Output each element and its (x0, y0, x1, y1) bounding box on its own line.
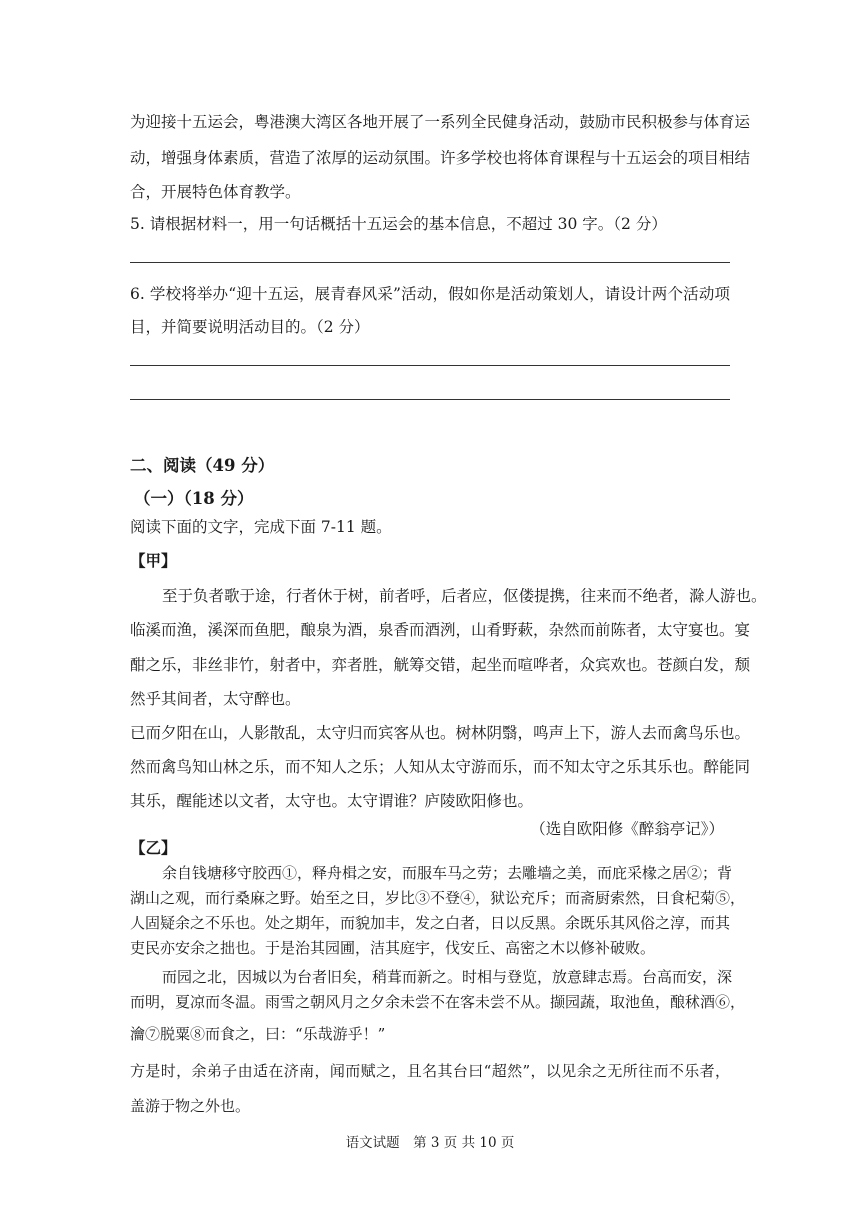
material-line-2: 动，增强身体素质，营造了浓厚的运动氛围。许多学校也将体育课程与十五运会的项目相结 (130, 149, 751, 167)
jia-p1-line-2: 临溪而渔，溪深而鱼肥，酿泉为酒，泉香而酒洌，山肴野蔌，杂然而前陈者，太守宴也。宴 (130, 621, 751, 639)
question-6-line-1: 6. 学校将举办“迎十五运，展青春风采”活动，假如你是活动策划人，请设计两个活动项 (130, 285, 730, 303)
yi-p2-line-1: 而园之北，因城以为台者旧矣，稍葺而新之。时相与登览，放意肆志焉。台高而安，深 (162, 968, 733, 986)
jia-label: 【甲】 (130, 551, 177, 570)
answer-line-q5[interactable] (130, 262, 730, 263)
material-line-1: 为迎接十五运会，粤港澳大湾区各地开展了一系列全民健身活动，鼓励市民积极参与体育运 (130, 113, 751, 131)
jia-source: （选自欧阳修《醉翁亭记》） (530, 820, 724, 838)
question-6-line-2: 目，并简要说明活动目的。（2 分） (130, 318, 370, 336)
subsection-title: （一）（18 分） (134, 489, 254, 508)
section-title: 二、阅读（49 分） (130, 456, 275, 475)
jia-p1-line-1: 至于负者歌于途，行者休于树，前者呼，后者应，伛偻提携，往来而不绝者，滁人游也。 (162, 587, 767, 605)
yi-p2-line-3: 瀹⑦脱粟⑧而食之，曰：“乐哉游乎！” (130, 1025, 386, 1043)
jia-p2-line-3: 其乐，醒能述以文者，太守也。太守谓谁？庐陵欧阳修也。 (130, 792, 534, 810)
instruction: 阅读下面的文字，完成下面 7-11 题。 (130, 518, 392, 536)
yi-p2-line-2: 而明，夏凉而冬温。雨雪之朝风月之夕余未尝不在客未尝不从。撷园蔬，取池鱼，酿秫酒⑥， (130, 993, 746, 1011)
jia-p1-line-4: 然乎其间者，太守醉也。 (130, 690, 301, 708)
yi-p1-line-2: 湖山之观，而行桑麻之野。始至之日，岁比③不登④，狱讼充斥；而斋厨索然，日食杞菊⑤， (130, 889, 746, 907)
yi-p1-line-3: 人固疑余之不乐也。处之期年，而貌加丰，发之白者，日以反黑。余既乐其风俗之淳，而其 (130, 914, 731, 932)
jia-p2-line-2: 然而禽鸟知山林之乐，而不知人之乐；人知从太守游而乐，而不知太守之乐其乐也。醉能同 (130, 758, 751, 776)
answer-line-q6-1[interactable] (130, 365, 730, 366)
answer-line-q6-2[interactable] (130, 399, 730, 400)
yi-p1-line-4: 吏民亦安余之拙也。于是治其园圃，洁其庭宇，伐安丘、高密之木以修补破败。 (130, 939, 656, 957)
yi-p1-line-1: 余自钱塘移守胶西①，释舟楫之安，而服车马之劳；去雕墙之美，而庇采椽之居②；背 (162, 864, 733, 882)
yi-p3-line-2: 盖游于物之外也。 (130, 1097, 251, 1115)
page-footer: 语文试题 第 3 页 共 10 页 (345, 1135, 515, 1151)
material-line-3: 合，开展特色体育教学。 (130, 183, 301, 201)
yi-p3-line-1: 方是时，余弟子由适在济南，闻而赋之，且名其台曰“超然”，以见余之无所往而不乐者， (130, 1062, 730, 1080)
jia-p2-line-1: 已而夕阳在山，人影散乱，太守归而宾客从也。树林阴翳，鸣声上下，游人去而禽鸟乐也。 (130, 724, 751, 742)
question-5: 5. 请根据材料一，用一句话概括十五运会的基本信息，不超过 30 字。（2 分） (130, 215, 667, 233)
yi-label: 【乙】 (130, 838, 177, 857)
jia-p1-line-3: 酣之乐，非丝非竹，射者中，弈者胜，觥筹交错，起坐而喧哗者，众宾欢也。苍颜白发，颓 (130, 656, 751, 674)
